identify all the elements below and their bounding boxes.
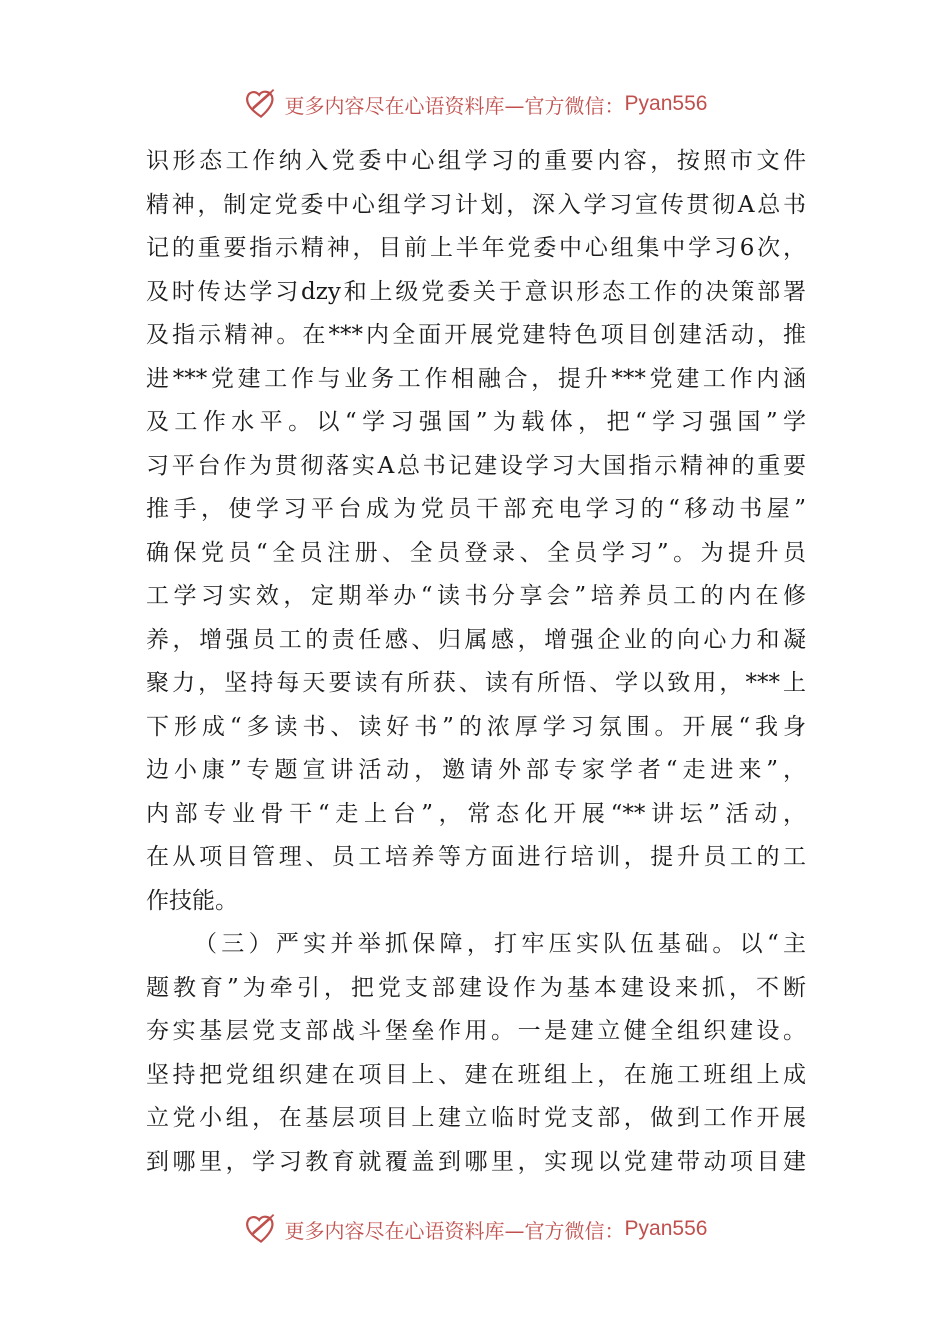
text-line: 坚持把党组织建在项目上、建在班组上，在施工班组上成 (146, 1061, 806, 1088)
section-heading-line: （三）严实并举抓保障，打牢压实队伍基础。以“主 (194, 931, 806, 957)
text-line: 下形成“多读书、读好书”的浓厚学习氛围。开展“我身 (146, 713, 806, 740)
text-line: 边小康”专题宣讲活动，邀请外部专家学者“走进来”， (146, 757, 806, 783)
text-line: 题教育”为牵引，把党支部建设作为基本建设来抓，不断 (146, 974, 806, 1001)
footer-banner-wechat-id: Pyan556 (624, 1217, 708, 1240)
text-line: 记的重要指示精神，目前上半年党委中心组集中学习6次， (146, 235, 806, 261)
paragraph-1 (146, 140, 806, 923)
header-banner-text: 更多内容尽在心语资料库—官方微信： (284, 93, 625, 118)
header-banner (0, 82, 950, 126)
text-line: 习平台作为贯彻落实A总书记建设学习大国指示精神的重要 (146, 452, 806, 479)
text-line: 作技能。 (146, 887, 238, 914)
text-line: 及工作水平。以“学习强国”为载体，把“学习强国”学 (146, 409, 806, 435)
header-banner-wechat-id: Pyan556 (624, 92, 708, 115)
text-line: 及指示精神。在***内全面开展党建特色项目创建活动，推 (146, 322, 806, 348)
text-line: 及时传达学习dzy和上级党委关于意识形态工作的决策部署 (146, 278, 806, 305)
text-line: 工学习实效，定期举办“读书分享会”培养员工的内在修 (146, 583, 806, 609)
text-line: 聚力，坚持每天要读有所获、读有所悟、学以致用，***上 (146, 670, 806, 696)
text-line: 夯实基层党支部战斗堡垒作用。一是建立健全组织建设。 (146, 1018, 806, 1044)
text-line: 识形态工作纳入党委中心组学习的重要内容，按照市文件 (146, 148, 806, 174)
paragraph-2 (146, 923, 806, 1184)
footer-banner (0, 1207, 950, 1251)
text-line: 到哪里，学习教育就覆盖到哪里，实现以党建带动项目建 (146, 1148, 806, 1175)
document-body (146, 140, 806, 1184)
text-line: 确保党员“全员注册、全员登录、全员学习”。为提升员 (146, 539, 806, 566)
text-line: 在从项目管理、员工培养等方面进行培训，提升员工的工 (146, 844, 806, 870)
heart-pen-logo-icon (243, 1211, 279, 1247)
footer-banner-text: 更多内容尽在心语资料库—官方微信： (284, 1218, 625, 1243)
text-line: 精神，制定党委中心组学习计划，深入学习宣传贯彻A总书 (146, 191, 806, 218)
text-line: 养，增强员工的责任感、归属感，增强企业的向心力和凝 (146, 626, 806, 653)
text-line: 推手，使学习平台成为党员干部充电学习的“移动书屋” (146, 496, 806, 522)
text-line: 内部专业骨干“走上台”，常态化开展“**讲坛”活动， (146, 800, 806, 827)
text-line: 进***党建工作与业务工作相融合，提升***党建工作内涵 (146, 365, 806, 392)
text-line: 立党小组，在基层项目上建立临时党支部，做到工作开展 (146, 1105, 806, 1131)
heart-pen-logo-icon (243, 86, 279, 122)
